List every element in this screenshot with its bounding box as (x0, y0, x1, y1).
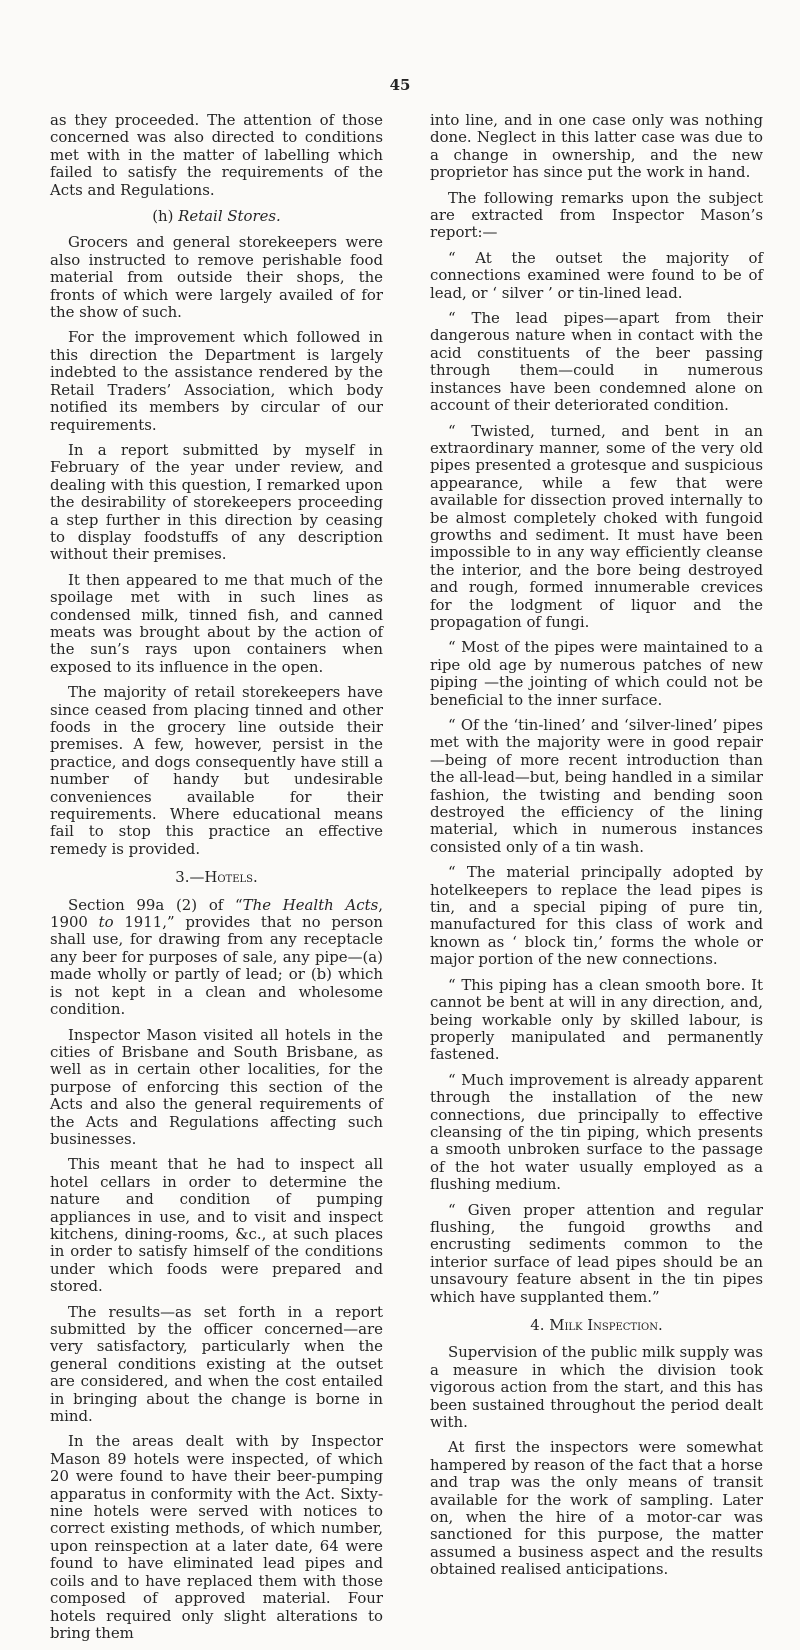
text-run: , 1900 (50, 895, 383, 932)
right-column (430, 112, 763, 1587)
quoted-paragraph: “ Given proper attention and regular flushing, the fungoid growths and encrusting sediments common to the interior surface of lead pipes should be an unsavoury feature absent in the tin pipes which have supplanted them.” (430, 1200, 763, 1306)
paragraph: into line, and in one case only was nothing done. Neglect in this latter case was due to a change in ownership, and the new proprietor has since put the work in hand. (430, 111, 763, 182)
act-title: The Health Acts (242, 895, 379, 914)
paragraph: For the improvement which followed in this direction the Department is largely indebted to the assistance rendered by the Retail Traders’ Association, which body notified its members by circular of our requirements. (50, 328, 383, 434)
quoted-paragraph: “ The lead pipes—apart from their dangerous nature when in contact with the acid constituents of the beer passing through them—could in numerous instances have been condemned alone on account of their deteriorated condition. (430, 309, 763, 415)
heading-hotels (50, 869, 383, 886)
paragraph: The following remarks upon the subject are extracted from Inspector Mason’s report:— (430, 188, 763, 242)
page-number: 45 (389, 76, 411, 94)
paragraph: Supervision of the public milk supply was a measure in which the division took vigorous action from the start, and this has been sustained throughout the period dealt with. (430, 1343, 763, 1432)
heading-title: Hotels. (204, 868, 258, 887)
quoted-paragraph: “ Twisted, turned, and bent in an extraordinary manner, some of the very old pipes presented a grotesque and suspicious appearance, while a few that were available for dissection proved internally to be almost completely choked with fungoid growths and sediment. It must have been impossible to in any way efficiently cleanse the interior, and the bore being destroyed and rough, formed innumerable crevices for the lodgment of liquor and the propagation of fungi. (430, 421, 763, 631)
quoted-paragraph: “ Most of the pipes were maintained to a ripe old age by numerous patches of new piping —the jointing of which could not be beneficial to the inner surface. (430, 638, 763, 709)
heading-number: 4. (530, 1316, 545, 1334)
paragraph: This meant that he had to inspect all hotel cellars in order to determine the nature and condition of pumping appliances in use, and to visit and inspect kitchens, dining-rooms, &c., at such places in order to satisfy himself of the conditions under which foods were prepared and stored. (50, 1155, 383, 1296)
subheading-number: (h) (152, 207, 174, 226)
paragraph: The results—as set forth in a report submitted by the officer concerned—are very satisfactory, particularly when the general conditions existing at the outset are considered, and when the cost entailed in bringing about the change is borne in mind. (50, 1302, 383, 1426)
heading-number: 3.— (175, 868, 205, 887)
quoted-paragraph: “ This piping has a clean smooth bore. It cannot be bent at will in any direction, and, being workable only by skilled labour, is properly manipulated and permanently fastened. (430, 975, 763, 1064)
paragraph: Inspector Mason visited all hotels in the cities of Brisbane and South Brisbane, as well as in certain other localities, for the purpose of enforcing this section of the Acts and also the general requirements of the Acts and Regulations affecting such businesses. (50, 1025, 383, 1148)
heading-milk-inspection (430, 1317, 763, 1334)
heading-title: Milk Inspection. (549, 1316, 663, 1334)
quoted-paragraph: “ Much improvement is already apparent through the installation of the new connections, due principally to effective cleansing of the tin piping, which presents a smooth unbroken surface to the passage of the hot water usually employed as a flushing medium. (430, 1070, 763, 1194)
text-run: 1911,” provides that no person shall use, for drawing from any receptacle any beer for purposes of sale, any pipe—(a) made wholly or partly of lead; or (b) which is not kept in a clean and wholesome condition. (50, 913, 383, 1019)
paragraph: Grocers and general storekeepers were also instructed to remove perishable food material from outside their shops, the fronts of which were largely availed of for the show of such. (50, 233, 383, 322)
left-column (50, 112, 383, 1650)
subheading-title: Retail Stores. (178, 207, 281, 226)
text-run: to (98, 913, 114, 932)
paragraph: The majority of retail storekeepers have since ceased from placing tinned and other foods in the grocery line outside their premises. A few, however, persist in the practice, and dogs consequently have still a number of handy but undesirable conveniences available for their requirements. Where educational means fail to stop this practice an effective remedy is provided. (50, 683, 383, 858)
paragraph: In a report submitted by myself in February of the year under review, and dealing with this question, I remarked upon the desirability of storekeepers proceeding a step further in this direction by ceasing to display foodstuffs of any description without their premises. (50, 440, 383, 564)
quoted-paragraph: “ Of the ‘tin-lined’ and ‘silver-lined’ pipes met with the majority were in good repair —being of more recent introduction than the all-lead—but, being handled in a similar fashion, the twisting and bending soon destroyed the efficiency of the lining material, which in numerous instances consisted only of a tin wash. (430, 716, 763, 856)
quoted-paragraph: “ The material principally adopted by hotelkeepers to replace the lead pipes is tin, and a special piping of pure tin, manufactured for this class of work and known as ‘ block tin,’ forms the whole or major portion of the new connections. (430, 863, 763, 969)
subheading-retail-stores (50, 208, 383, 225)
paragraph: It then appeared to me that much of the spoilage met with in such lines as condensed milk, tinned fish, and canned meats was brought about by the action of the sun’s rays upon containers when exposed to its influence in the open. (50, 570, 383, 676)
quoted-paragraph: “ At the outset the majority of connections examined were found to be of lead, or ‘ silver ’ or tin-lined lead. (430, 248, 763, 302)
text-run: Section 99a (2) of “ (68, 895, 243, 914)
paragraph: In the areas dealt with by Inspector Mason 89 hotels were inspected, of which 20 were found to have their beer-pumping apparatus in conformity with the Act. Sixty-nine hotels were served with notices to correct existing methods, of which number, upon reinspection at a later date, 64 were found to have eliminated lead pipes and coils and to have replaced them with those composed of approved material. Four hotels required only slight alterations to bring them (50, 1432, 383, 1642)
paragraph-section-99a (50, 897, 383, 1019)
paragraph: as they proceeded. The attention of those concerned was also directed to conditions met with in the matter of labelling which failed to satisfy the requirements of the Acts and Regulations. (50, 111, 383, 199)
paragraph: At first the inspectors were somewhat hampered by reason of the fact that a horse and trap was the only means of transit available for the work of sampling. Later on, when the hire of a motor-car was sanctioned for this purpose, the matter assumed a business aspect and the results obtained realised anticipations. (430, 1438, 763, 1579)
